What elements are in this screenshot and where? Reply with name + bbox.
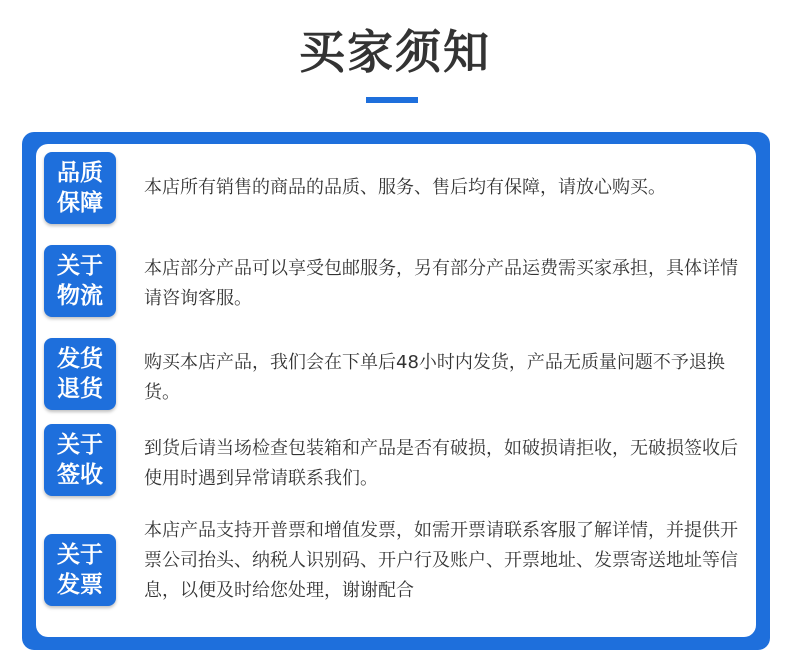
badge-logistics-line1: 关于 [57, 253, 103, 279]
badge-shipping-line2: 退货 [57, 376, 103, 402]
badge-quality-line2: 保障 [57, 190, 103, 216]
notice-quality-text: 本店所有销售的商品的品质、服务、售后均有保障，请放心购买。 [144, 177, 666, 198]
badge-receipt-line2: 签收 [57, 462, 103, 488]
notice-receipt-text: 到货后请当场检查包装箱和产品是否有破损，如破损请拒收，无破损签收后使用时遇到异常请联系我们。 [144, 438, 738, 489]
notice-logistics-text: 本店部分产品可以享受包邮服务，另有部分产品运费需买家承担，具体详情请咨询客服。 [144, 258, 738, 309]
badge-receipt-line1: 关于 [57, 432, 103, 458]
badge-logistics-line2: 物流 [57, 283, 103, 309]
badge-quality-line1: 品质 [57, 160, 103, 186]
title-underline [366, 97, 418, 103]
badge-shipping-line1: 发货 [57, 346, 103, 372]
badge-invoice-line1: 关于 [57, 542, 103, 568]
badge-receipt [44, 424, 116, 496]
notice-invoice-text: 本店产品支持开普票和增值发票，如需开票请联系客服了解详情，并提供开票公司抬头、纳税人识别码、开户行及账户、开票地址、发票寄送地址等信息，以便及时给您处理，谢谢配合 [144, 520, 738, 601]
badge-quality [44, 152, 116, 224]
page-title: 买家须知 [299, 25, 491, 79]
notice-frame [22, 132, 770, 650]
notice-shipping-text: 购买本店产品，我们会在下单后48小时内发货，产品无质量问题不予退换货。 [144, 352, 725, 403]
badge-invoice-line2: 发票 [57, 572, 103, 598]
notice-panel [36, 144, 756, 637]
badge-logistics [44, 245, 116, 317]
badge-invoice [44, 534, 116, 606]
badge-shipping [44, 338, 116, 410]
